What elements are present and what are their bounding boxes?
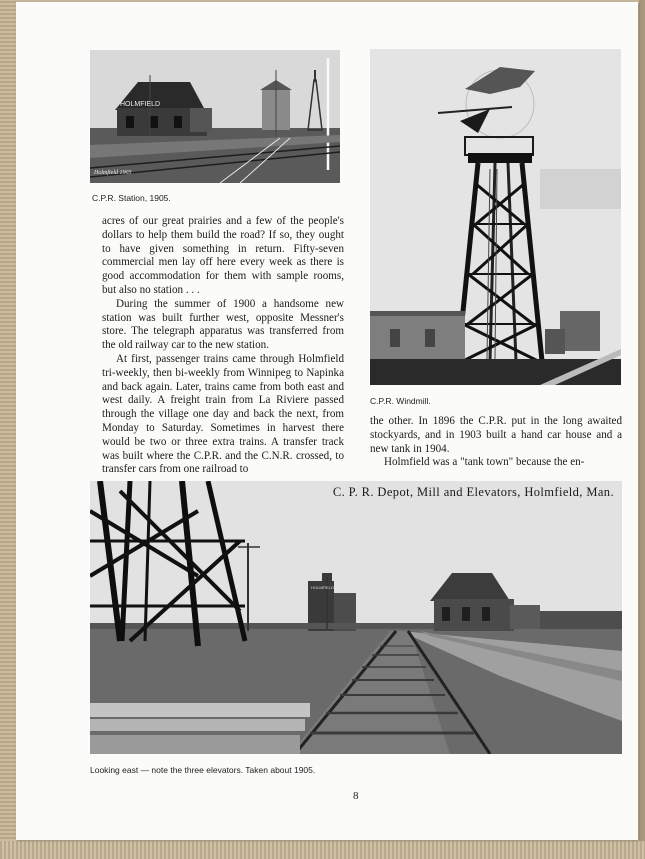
windmill-photo — [370, 49, 621, 385]
depot-caption: Looking east — note the three elevators. Taken about 1905. — [90, 765, 316, 775]
paragraph-4: the other. In 1896 the C.P.R. put in the long awaited stockyards, and in 1903 built a hand car house and a new tank in 1904. — [370, 415, 622, 455]
book-binding-edge — [0, 0, 16, 859]
book-edge-right — [639, 0, 645, 859]
station-inscription: Holmfield 1905 — [94, 170, 132, 176]
station-photo — [90, 50, 340, 183]
left-text-column — [102, 215, 344, 477]
paragraph-1: acres of our great prairies and a few of the people's dollars to help them build the road? If so, they ought to have given something in return. Fifty-seven commercial men lay off here every week as there is good accommodation for them with sample rooms, but also no station . . . — [102, 215, 344, 296]
book-page — [16, 2, 638, 840]
elevator-sign: HOLMFIELD — [311, 585, 334, 590]
book-edge-bottom — [0, 841, 645, 859]
paragraph-3: At first, passenger trains came through Holmfield tri-weekly, then bi-weekly from Winnipeg to Napinka and back again. Later, trains came from both east and west daily. A freight train from La Riviere passed through the village one day and back the next, from Monday to Saturday. Sometimes in harvest there would be two or three extra trains. A transfer track was built where the C.P.R. and the C.N.R. crossed, to transfer cars from one railroad to — [102, 352, 344, 476]
station-sign: HOLMFIELD — [120, 101, 161, 108]
page-number: 8 — [353, 790, 359, 802]
paragraph-5: Holmfield was a "tank town" because the en- — [384, 456, 585, 469]
depot-photo — [90, 481, 622, 754]
windmill-caption: C.P.R. Windmill. — [370, 396, 431, 406]
paragraph-2: During the summer of 1900 a handsome new station was built further west, opposite Messner's store. The telegraph apparatus was transferred from the old railway car to the new station. — [102, 297, 344, 352]
right-text-column — [370, 415, 622, 470]
depot-overlay-title: C. P. R. Depot, Mill and Elevators, Holmfield, Man. — [332, 485, 614, 499]
station-caption: C.P.R. Station, 1905. — [92, 193, 171, 203]
